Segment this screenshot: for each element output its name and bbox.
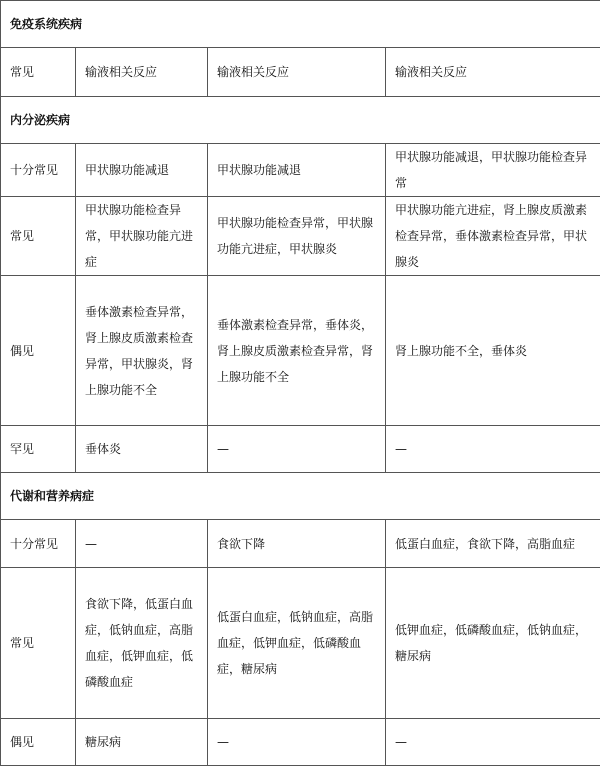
table-cell: 食欲下降 <box>208 520 386 568</box>
table-cell: 输液相关反应 <box>386 48 600 97</box>
section-header-row <box>1 97 600 144</box>
table-row <box>1 48 600 97</box>
table-cell: 输液相关反应 <box>208 48 386 97</box>
table-cell: 糖尿病 <box>76 719 208 766</box>
table-cell: 甲状腺功能减退 <box>76 144 208 197</box>
table-row <box>1 426 600 473</box>
section-title: 内分泌疾病 <box>1 97 600 144</box>
table-cell: 低蛋白血症，食欲下降，高脂血症 <box>386 520 600 568</box>
section-header-row <box>1 1 600 48</box>
table-cell: 甲状腺功能检查异常，甲状腺功能亢进症 <box>76 197 208 276</box>
table-cell: 甲状腺功能亢进症，肾上腺皮质激素检查异常，垂体激素检查异常，甲状腺炎 <box>386 197 600 276</box>
frequency-cell: 十分常见 <box>1 144 76 197</box>
section-title: 代谢和营养病症 <box>1 473 600 520</box>
frequency-cell: 偶见 <box>1 276 76 426</box>
table-cell: 食欲下降，低蛋白血症，低钠血症，高脂血症，低钾血症，低磷酸血症 <box>76 568 208 719</box>
frequency-cell: 常见 <box>1 48 76 97</box>
table-cell: 垂体激素检查异常，垂体炎，肾上腺皮质激素检查异常，肾上腺功能不全 <box>208 276 386 426</box>
table-cell: — <box>76 520 208 568</box>
table-cell: — <box>208 719 386 766</box>
section-header-row <box>1 473 600 520</box>
frequency-cell: 十分常见 <box>1 520 76 568</box>
frequency-cell: 偶见 <box>1 719 76 766</box>
table-row <box>1 568 600 719</box>
frequency-cell: 常见 <box>1 197 76 276</box>
table-cell: 低蛋白血症，低钠血症，高脂血症，低钾血症，低磷酸血症，糖尿病 <box>208 568 386 719</box>
table-row <box>1 144 600 197</box>
table-row <box>1 276 600 426</box>
table-row <box>1 520 600 568</box>
table-cell: — <box>386 426 600 473</box>
table-cell: — <box>386 719 600 766</box>
frequency-cell: 常见 <box>1 568 76 719</box>
section-title: 免疫系统疾病 <box>1 1 600 48</box>
table-cell: — <box>208 426 386 473</box>
table-row <box>1 719 600 766</box>
table-cell: 甲状腺功能检查异常，甲状腺功能亢进症，甲状腺炎 <box>208 197 386 276</box>
frequency-cell: 罕见 <box>1 426 76 473</box>
table-cell: 输液相关反应 <box>76 48 208 97</box>
table-row <box>1 197 600 276</box>
table-cell: 甲状腺功能减退，甲状腺功能检查异常 <box>386 144 600 197</box>
table-cell: 垂体激素检查异常，肾上腺皮质激素检查异常，甲状腺炎，肾上腺功能不全 <box>76 276 208 426</box>
table-cell: 垂体炎 <box>76 426 208 473</box>
table-cell: 低钾血症，低磷酸血症，低钠血症，糖尿病 <box>386 568 600 719</box>
table-cell: 甲状腺功能减退 <box>208 144 386 197</box>
table-cell: 肾上腺功能不全，垂体炎 <box>386 276 600 426</box>
